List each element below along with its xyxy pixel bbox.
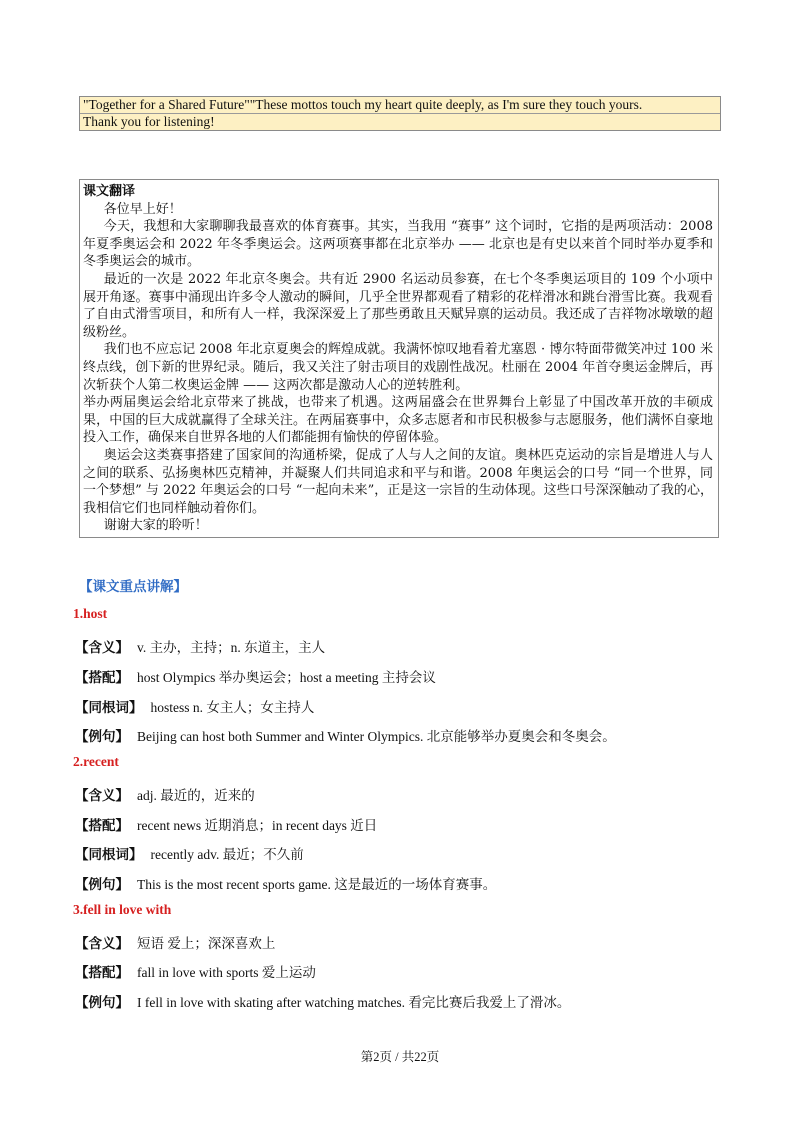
vocab-word: 3.fell in love with bbox=[73, 902, 172, 917]
vocab-row bbox=[75, 636, 325, 656]
row-tag: 【含义】 bbox=[75, 788, 129, 804]
row-text: v. 主办，主持；n. 东道主，主人 bbox=[137, 640, 326, 655]
translation-heading: 课文翻译 bbox=[83, 184, 136, 199]
row-tag: 【搭配】 bbox=[75, 965, 129, 981]
vocab-row bbox=[75, 784, 255, 804]
vocab-row bbox=[75, 725, 616, 745]
translation-box bbox=[79, 179, 719, 538]
row-tag: 【搭配】 bbox=[75, 670, 129, 686]
translation-paragraph: 奥运会这类赛事搭建了国家间的沟通桥梁，促成了人与人之间的友谊。奥林匹克运动的宗旨是增进人与人之间的联系、弘扬奥林匹克精神，并凝聚人们共同追求和平与和谐。2008 年奥运会的口号 “同一个世界，同一个梦想” 与 2022 年奥运会的口号 “一起向未来”，正是这一宗旨的生动体现。这些口号深深触动了我的心，我相信它们也同样触动着你们。 bbox=[83, 447, 713, 516]
row-text: hostess n. 女主人；女主持人 bbox=[150, 700, 315, 715]
vocab-word: 1.host bbox=[73, 606, 108, 621]
english-line: "Together for a Shared Future""These mottos touch my heart quite deeply, as I'm sure they touch yours. bbox=[83, 97, 643, 112]
row-text: Beijing can host both Summer and Winter Olympics. 北京能够举办夏奥会和冬奥会。 bbox=[137, 729, 616, 744]
vocab-row bbox=[75, 666, 436, 686]
row-text: recently adv. 最近；不久前 bbox=[150, 847, 304, 862]
row-text: host Olympics 举办奥运会；host a meeting 主持会议 bbox=[137, 670, 436, 685]
row-tag: 【例句】 bbox=[75, 729, 129, 745]
translation-paragraph: 举办两届奥运会给北京带来了挑战，也带来了机遇。这两届盛会在世界舞台上彰显了中国改革开放的丰硕成果，中国的巨大成就赢得了全球关注。在两届赛事中，众多志愿者和市民积极参与志愿服务，他们满怀自豪地投入工作，确保来自世界各地的人们都能拥有愉快的停留体验。 bbox=[83, 395, 713, 446]
vocab-row bbox=[75, 961, 316, 981]
page-number: 第2页 / 共22页 bbox=[360, 1050, 440, 1064]
translation-paragraph: 各位早上好！ bbox=[103, 201, 182, 217]
row-text: 短语 爱上；深深喜欢上 bbox=[137, 936, 276, 951]
row-text: I fell in love with skating after watching matches. 看完比赛后我爱上了滑冰。 bbox=[137, 995, 571, 1010]
vocab-word: 2.recent bbox=[73, 754, 119, 769]
row-tag: 【含义】 bbox=[75, 936, 129, 952]
row-text: adj. 最近的，近来的 bbox=[137, 788, 255, 803]
row-tag: 【搭配】 bbox=[75, 818, 129, 834]
row-text: This is the most recent sports game. 这是最近的一场体育赛事。 bbox=[137, 877, 497, 892]
translation-paragraph: 谢谢大家的聆听！ bbox=[103, 518, 208, 534]
vocab-row bbox=[75, 814, 377, 834]
row-tag: 【例句】 bbox=[75, 877, 129, 893]
row-text: fall in love with sports 爱上运动 bbox=[137, 965, 316, 980]
english-text-box bbox=[79, 96, 721, 131]
translation-paragraph: 最近的一次是 2022 年北京冬奥会。共有近 2900 名运动员参赛，在七个冬季奥运项目的 109 个小项中展开角逐。赛事中涌现出许多令人激动的瞬间，几乎全世界都观看了精彩的花样滑冰和跳台滑雪比赛。我观看了自由式滑雪项目，和所有人一样，我深深爱上了那些勇敢且天赋异禀的运动员。我还成了吉祥物冰墩墩的超级粉丝。 bbox=[83, 271, 713, 340]
translation-paragraph: 今天，我想和大家聊聊我最喜欢的体育赛事。其实，当我用 “赛事” 这个词时，它指的是两项活动：2008 年夏季奥运会和 2022 年冬季奥运会。这两项赛事都在北京举办 —— 北京也是有史以来首个同时举办夏季和冬季奥运会的城市。 bbox=[83, 219, 713, 270]
row-tag: 【同根词】 bbox=[75, 700, 143, 716]
vocab-row bbox=[75, 696, 314, 716]
section-title: 【课文重点讲解】 bbox=[79, 579, 187, 595]
row-tag: 【例句】 bbox=[75, 995, 129, 1011]
row-text: recent news 近期消息；in recent days 近日 bbox=[137, 818, 378, 833]
translation-paragraph: 我们也不应忘记 2008 年北京夏奥会的辉煌成就。我满怀惊叹地看着尤塞恩 · 博尔特面带微笑冲过 100 米终点线，创下新的世界纪录。随后，我又关注了射击项目的戏剧性战况。杜丽在 2004 年首夺奥运金牌后，再次斩获个人第二枚奥运金牌 —— 这两次都是激动人心的逆转胜利。 bbox=[83, 342, 713, 393]
vocab-row bbox=[75, 873, 496, 893]
english-line: Thank you for listening! bbox=[80, 113, 720, 130]
vocab-row bbox=[75, 843, 304, 863]
vocab-row bbox=[75, 932, 275, 952]
row-tag: 【同根词】 bbox=[75, 847, 143, 863]
vocab-row bbox=[75, 991, 570, 1011]
row-tag: 【含义】 bbox=[75, 640, 129, 656]
